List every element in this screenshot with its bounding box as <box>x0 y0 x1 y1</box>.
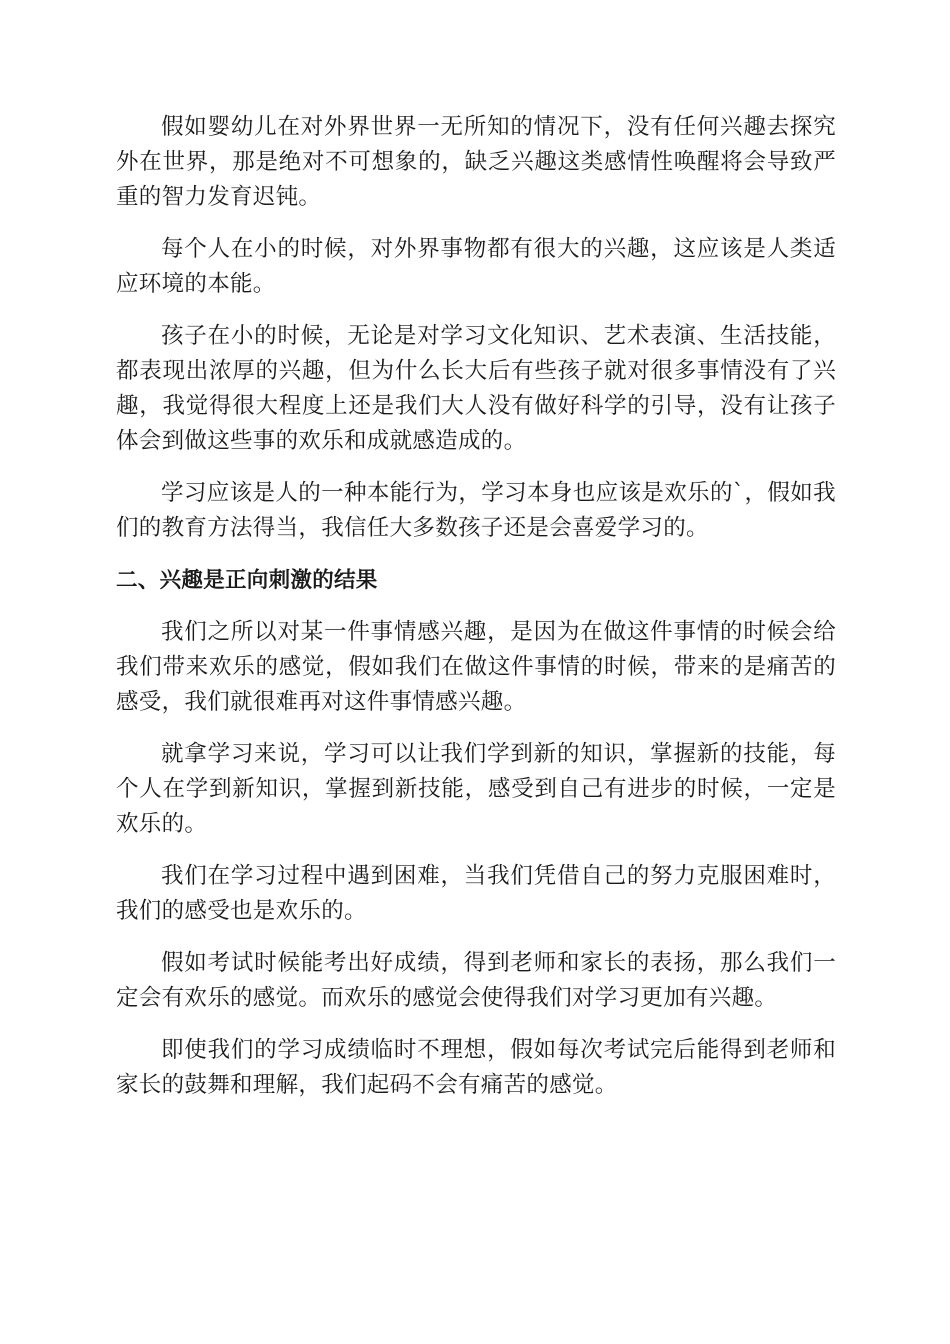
paragraph-positive-feeling: 我们之所以对某一件事情感兴趣，是因为在做这件事情的时候会给我们带来欢乐的感觉，假如我们在做这件事情的时候，带来的是痛苦的感受，我们就很难再对这件事情感兴趣。 <box>116 619 836 715</box>
paragraph-adult-guidance: 孩子在小的时候，无论是对学习文化知识、艺术表演、生活技能，都表现出浓厚的兴趣，但为什么长大后有些孩子就对很多事情没有了兴趣，我觉得很大程度上还是我们大人没有做好科学的引导，没有让孩子体会到做这些事的欢乐和成就感造成的。 <box>116 323 836 454</box>
paragraph-overcoming-difficulty: 我们在学习过程中遇到困难，当我们凭借自己的努力克服困难时，我们的感受也是欢乐的。 <box>116 863 836 924</box>
paragraph-encouragement: 即使我们的学习成绩临时不理想，假如每次考试完后能得到老师和家长的鼓舞和理解，我们起码不会有痛苦的感觉。 <box>116 1037 836 1098</box>
paragraph-exam-praise: 假如考试时候能考出好成绩，得到老师和家长的表扬，那么我们一定会有欢乐的感觉。而欢乐的感觉会使得我们对学习更加有兴趣。 <box>116 950 836 1011</box>
paragraph-learning-instinct: 学习应该是人的一种本能行为，学习本身也应该是欢乐的`，假如我们的教育方法得当，我信任大多数孩子还是会喜爱学习的。 <box>116 480 836 541</box>
document-body <box>116 110 836 1120</box>
paragraph-learning-progress: 就拿学习来说，学习可以让我们学到新的知识，掌握新的技能，每个人在学到新知识，掌握到新技能，感受到自己有进步的时候，一定是欢乐的。 <box>116 741 836 837</box>
paragraph-childhood-interest: 每个人在小的时候，对外界事物都有很大的兴趣，这应该是人类适应环境的本能。 <box>116 236 836 297</box>
paragraph-infant-curiosity: 假如婴幼儿在对外界世界一无所知的情况下，没有任何兴趣去探究外在世界，那是绝对不可想象的，缺乏兴趣这类感情性唤醒将会导致严重的智力发育迟钝。 <box>116 114 836 210</box>
section-heading: 二、兴趣是正向刺激的结果 <box>116 568 378 593</box>
